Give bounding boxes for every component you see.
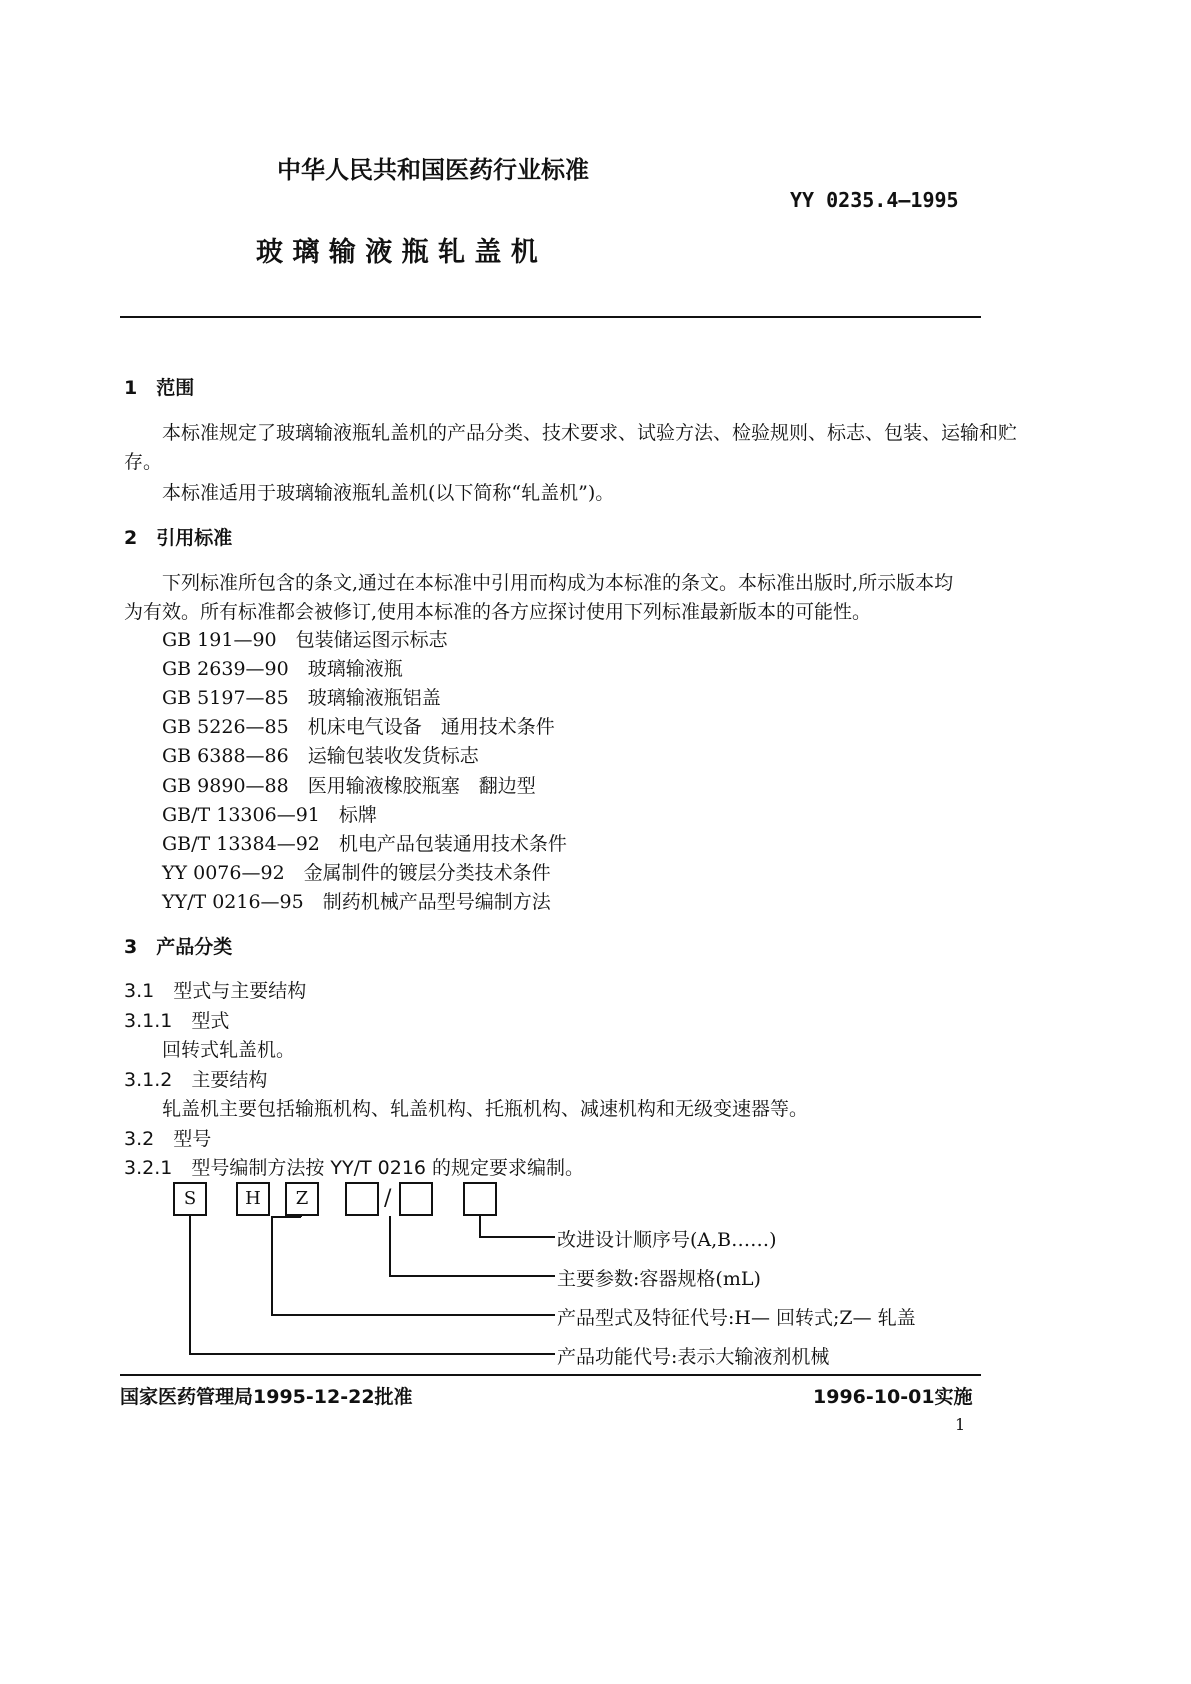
issuing-standard-title: 中华人民共和国医药行业标准 — [277, 156, 589, 184]
subsection-3-2-1: 3.2.1 型号编制方法按 YY/T 0216 的规定要求编制。 — [124, 1157, 585, 1179]
reference-title: 金属制件的镀层分类技术条件 — [303, 862, 551, 884]
reference-item — [162, 771, 536, 798]
section-1-para1-line2: 存。 — [124, 451, 163, 473]
reference-item — [162, 800, 377, 827]
reference-title: 制药机械产品型号编制方法 — [322, 891, 551, 913]
approval-info: 国家医药管理局1995-12-22批准 — [120, 1386, 413, 1408]
reference-item — [162, 858, 551, 885]
reference-item — [162, 654, 403, 681]
header-divider — [120, 316, 981, 318]
section-1-heading: 1 范围 — [124, 377, 195, 399]
reference-code: YY/T 0216—95 — [162, 891, 304, 913]
reference-title: 医用输液橡胶瓶塞 翻边型 — [307, 775, 536, 797]
reference-code: GB 9890—88 — [162, 775, 289, 797]
leader-line-revision-vertical — [479, 1216, 481, 1237]
leader-line-parameter-horizontal — [389, 1275, 555, 1277]
diagram-label-parameter: 主要参数:容器规格(mL) — [557, 1268, 761, 1290]
page-number: 1 — [955, 1415, 966, 1434]
reference-title: 运输包装收发货标志 — [307, 745, 479, 767]
reference-title: 包装储运图示标志 — [295, 629, 448, 651]
reference-code: GB 6388—86 — [162, 745, 289, 767]
subsection-3-1-1-text: 回转式轧盖机。 — [162, 1039, 296, 1061]
section-2-para-line2: 为有效。所有标准都会被修订,使用本标准的各方应探讨使用下列标准最新版本的可能性。 — [124, 601, 872, 623]
model-code-slash: / — [384, 1186, 392, 1211]
leader-line-parameter-vertical — [389, 1216, 391, 1276]
reference-title: 标牌 — [338, 804, 377, 826]
reference-item — [162, 683, 441, 710]
model-code-box-s: S — [173, 1182, 207, 1216]
reference-code: GB 5197—85 — [162, 687, 289, 709]
reference-code: GB/T 13306—91 — [162, 804, 320, 826]
subsection-3-1-2-text: 轧盖机主要包括输瓶机构、轧盖机构、托瓶机构、减速机构和无级变速器等。 — [162, 1098, 809, 1120]
model-code-box-z: Z — [285, 1182, 319, 1216]
leader-line-function-vertical — [189, 1216, 191, 1354]
reference-title: 机床电气设备 通用技术条件 — [307, 716, 555, 738]
leader-line-type-horizontal — [271, 1314, 555, 1316]
reference-code: GB 2639—90 — [162, 658, 289, 680]
section-2-para-line1: 下列标准所包含的条文,通过在本标准中引用而构成为本标准的条文。本标准出版时,所示版本均 — [162, 572, 954, 594]
reference-item — [162, 829, 567, 856]
leader-line-type-right — [300, 1216, 302, 1217]
document-number: YY 0235.4—1995 — [790, 188, 959, 212]
leader-line-type-bracket — [271, 1216, 301, 1218]
diagram-label-type: 产品型式及特征代号:H— 回转式;Z— 轧盖 — [557, 1307, 916, 1329]
leader-line-revision-horizontal — [479, 1236, 555, 1238]
leader-line-function-horizontal — [189, 1353, 555, 1355]
subsection-3-1-2: 3.1.2 主要结构 — [124, 1069, 268, 1091]
reference-title: 机电产品包装通用技术条件 — [338, 833, 567, 855]
section-1-para1-line1: 本标准规定了玻璃输液瓶轧盖机的产品分类、技术要求、试验方法、检验规则、标志、包装、运输和贮 — [162, 422, 1018, 444]
footer-divider — [120, 1374, 981, 1376]
reference-item — [162, 741, 479, 768]
subsection-3-1: 3.1 型式与主要结构 — [124, 980, 307, 1002]
reference-code: GB 191—90 — [162, 629, 277, 651]
subsection-3-2: 3.2 型号 — [124, 1128, 212, 1150]
diagram-label-function: 产品功能代号:表示大输液剂机械 — [557, 1346, 830, 1368]
reference-item — [162, 712, 555, 739]
model-code-box-parameter — [345, 1182, 379, 1216]
section-2-heading: 2 引用标准 — [124, 527, 233, 549]
reference-code: GB 5226—85 — [162, 716, 289, 738]
reference-item — [162, 887, 551, 914]
reference-title: 玻璃输液瓶 — [307, 658, 403, 680]
leader-line-type-left — [271, 1216, 273, 1315]
model-code-box-h: H — [236, 1182, 270, 1216]
model-code-box-revision — [463, 1182, 497, 1216]
reference-code: YY 0076—92 — [162, 862, 285, 884]
model-code-box-parameter-2 — [399, 1182, 433, 1216]
section-3-heading: 3 产品分类 — [124, 936, 233, 958]
section-1-para2: 本标准适用于玻璃输液瓶轧盖机(以下简称“轧盖机”)。 — [162, 482, 615, 504]
effective-date: 1996-10-01实施 — [813, 1386, 973, 1408]
diagram-label-revision: 改进设计顺序号(A,B……) — [557, 1229, 777, 1251]
reference-code: GB/T 13384—92 — [162, 833, 320, 855]
reference-item — [162, 625, 448, 652]
document-title: 玻 璃 输 液 瓶 轧 盖 机 — [256, 237, 538, 268]
subsection-3-1-1: 3.1.1 型式 — [124, 1010, 230, 1032]
reference-title: 玻璃输液瓶铝盖 — [307, 687, 441, 709]
